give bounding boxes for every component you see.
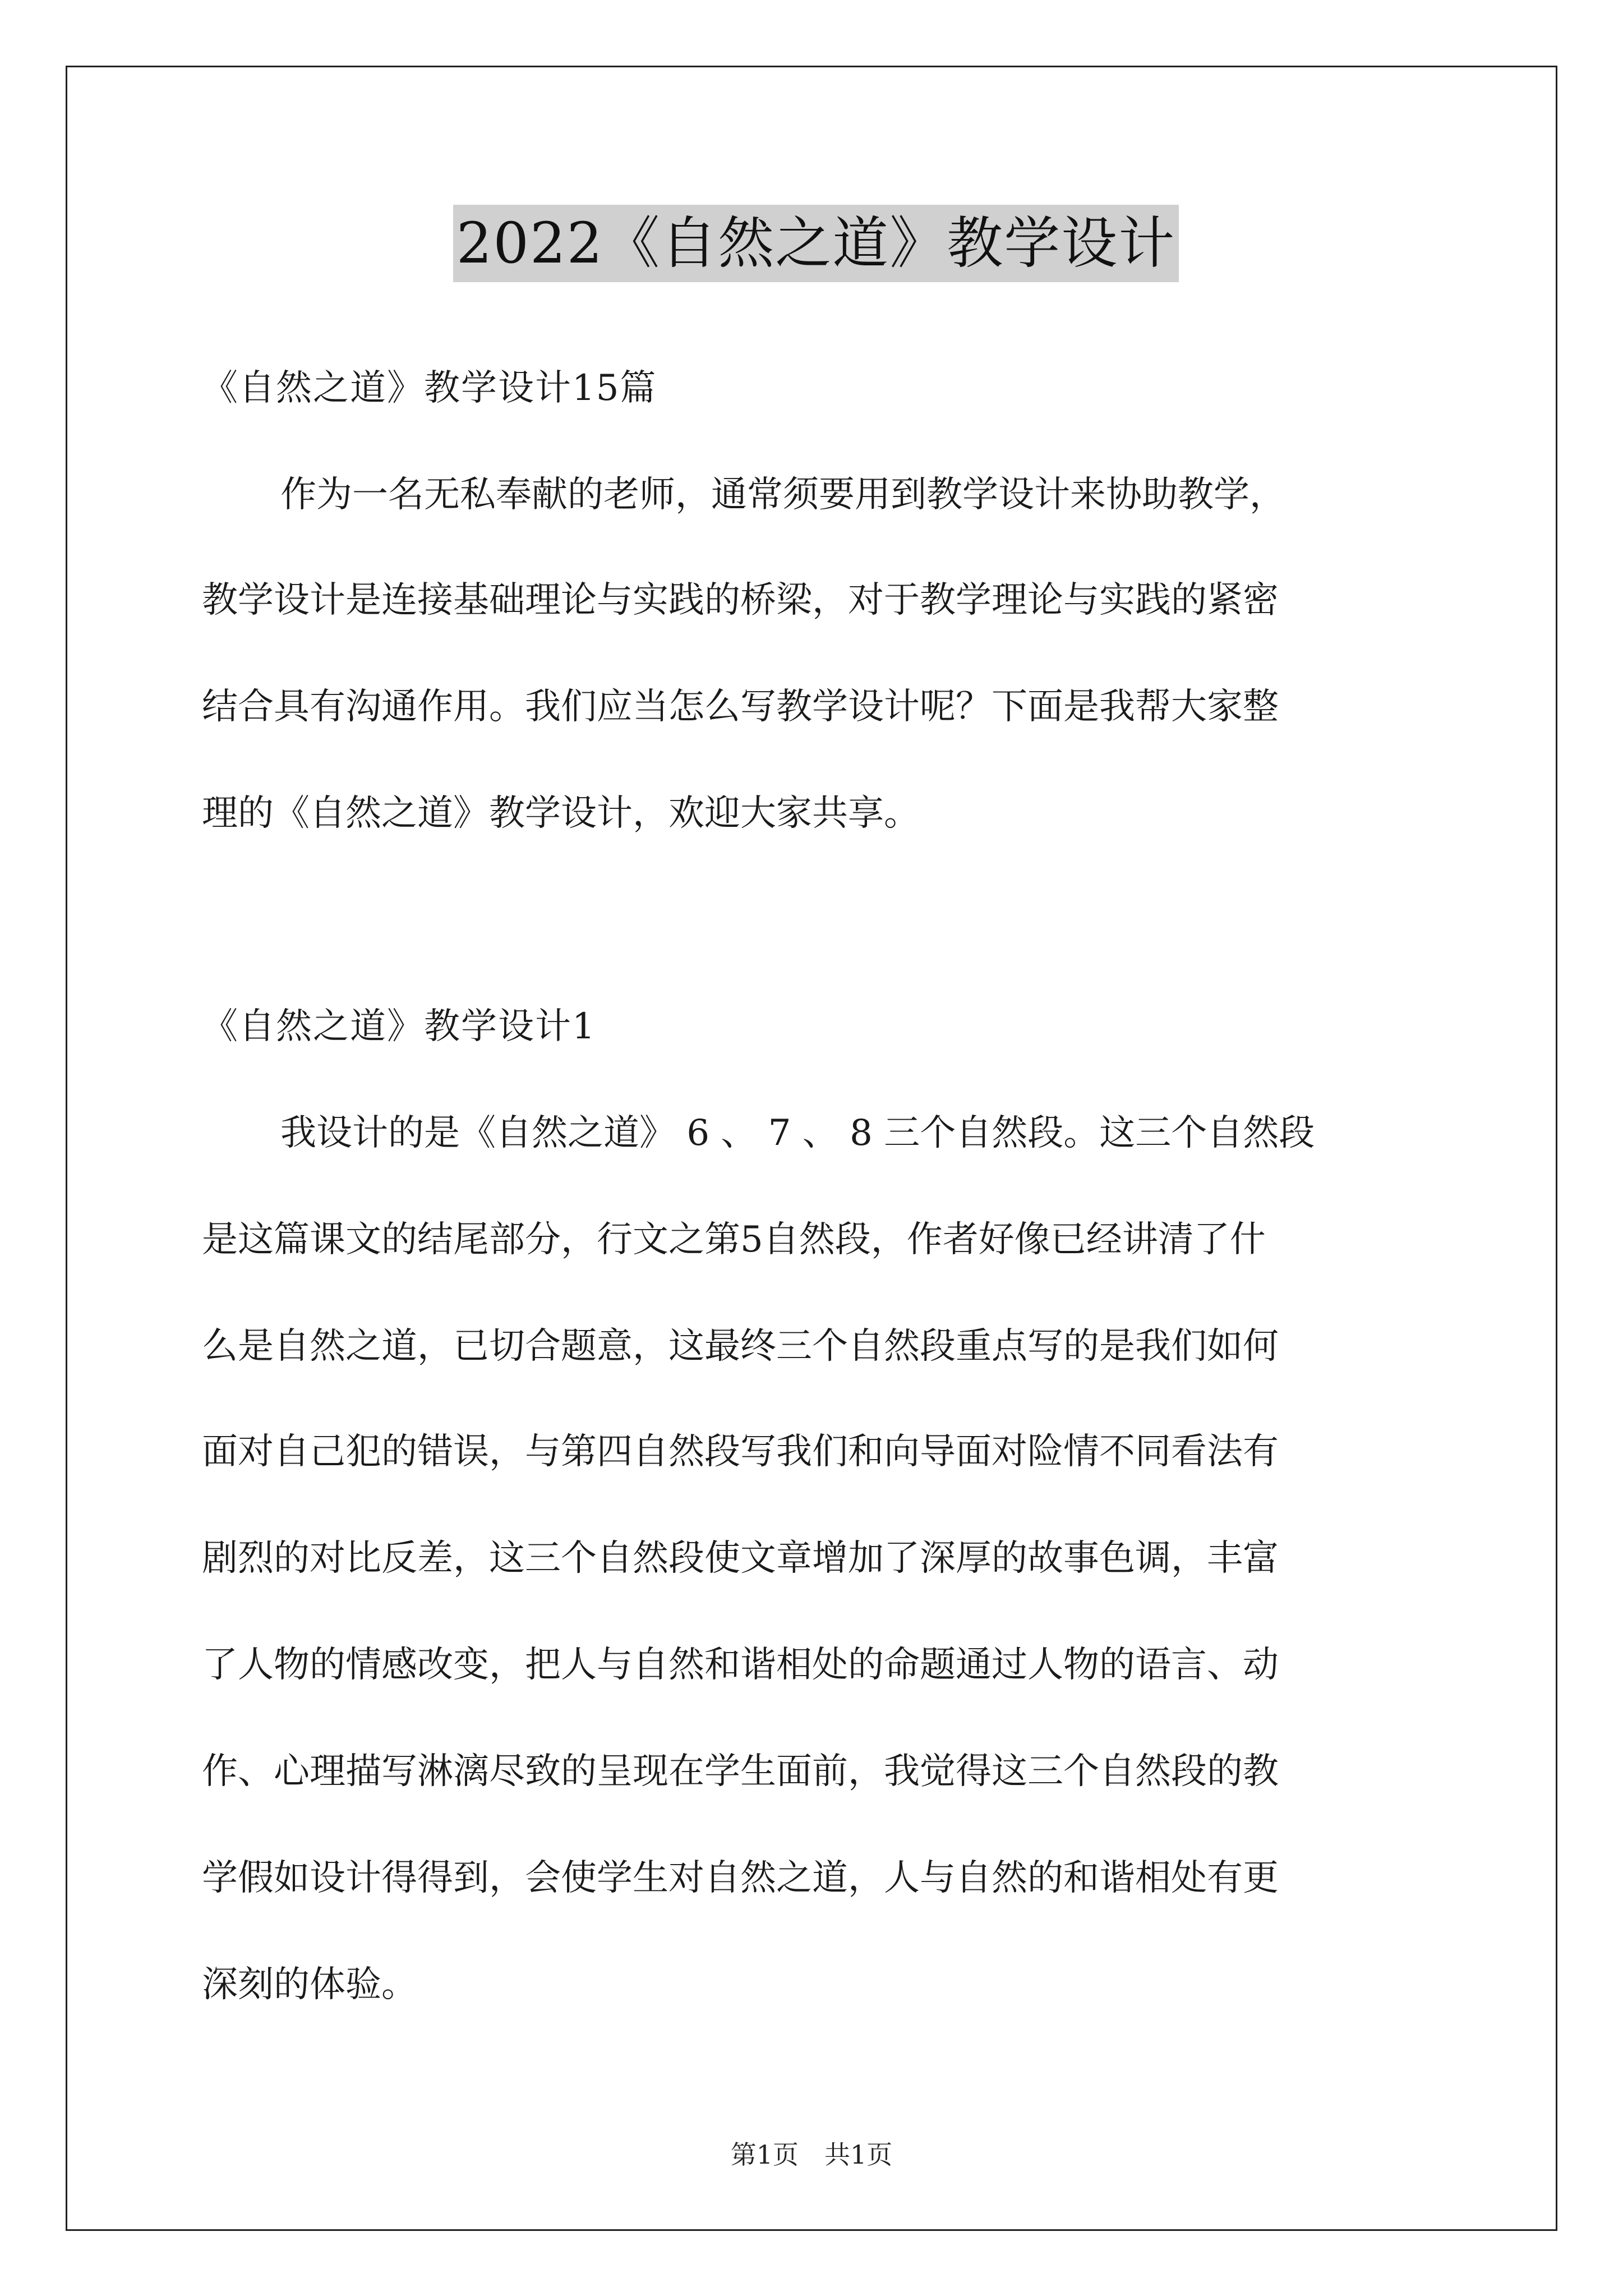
section-line: 是这篇课文的结尾部分，行文之第5自然段，作者好像已经讲清了什	[202, 1219, 1266, 1260]
section-line: 学假如设计得得到，会使学生对自然之道，人与自然的和谐相处有更	[202, 1857, 1279, 1899]
intro-line: 结合具有沟通作用。我们应当怎么写教学设计呢？下面是我帮大家整	[202, 686, 1279, 728]
intro-line: 教学设计是连接基础理论与实践的桥梁，对于教学理论与实践的紧密	[202, 579, 1279, 621]
page-footer: 第1页 共1页	[730, 2139, 893, 2170]
section-line: 深刻的体验。	[202, 1964, 417, 2005]
title-container	[202, 205, 1430, 282]
section-line: 了人物的情感改变，把人与自然和谐相处的命题通过人物的语言、动	[202, 1644, 1279, 1686]
section-line: 面对自己犯的错误，与第四自然段写我们和向导面对险情不同看法有	[202, 1431, 1279, 1473]
section-line: 作、心理描写淋漓尽致的呈现在学生面前，我觉得这三个自然段的教	[202, 1751, 1279, 1792]
document-subtitle: 《自然之道》教学设计15篇	[202, 367, 657, 409]
section-heading: 《自然之道》教学设计1	[202, 1006, 596, 1047]
document-title: 2022《自然之道》教学设计	[453, 205, 1179, 282]
section-line: 剧烈的对比反差，这三个自然段使文章增加了深厚的故事色调，丰富	[202, 1538, 1279, 1579]
intro-line: 理的《自然之道》教学设计，欢迎大家共享。	[202, 793, 920, 834]
intro-line: 作为一名无私奉献的老师，通常须要用到教学设计来协助教学，	[280, 474, 1285, 516]
section-line: 么是自然之道，已切合题意，这最终三个自然段重点写的是我们如何	[202, 1326, 1279, 1367]
section-line: 我设计的是《自然之道》 6 、 7 、 8 三个自然段。这三个自然段	[280, 1112, 1315, 1154]
